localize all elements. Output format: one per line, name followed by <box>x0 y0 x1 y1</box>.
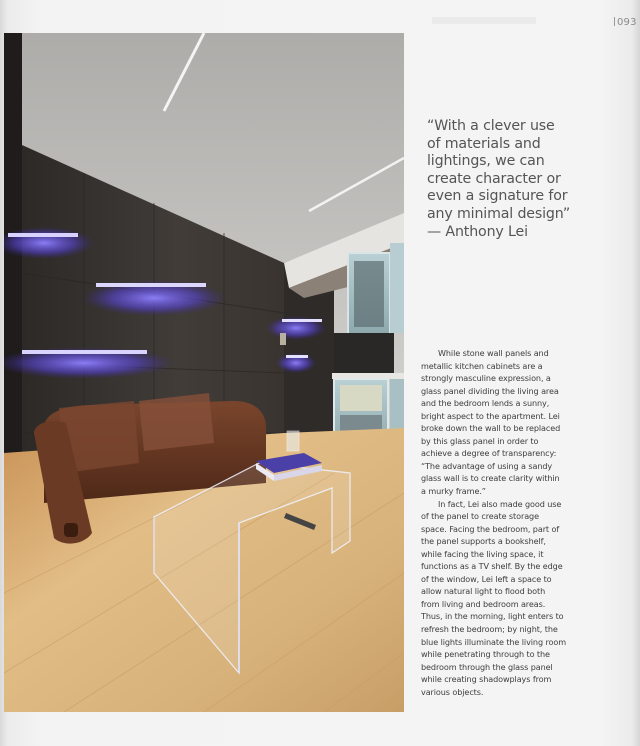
article-line: a murky frame.” <box>421 486 486 497</box>
article-line: space. Facing the bedroom, part of <box>421 523 560 534</box>
pull-quote-line: of materials and <box>427 135 541 152</box>
running-header <box>432 17 536 24</box>
article-line: bedroom through the glass panel <box>421 661 553 672</box>
pull-quote-line: any minimal design” <box>427 205 571 222</box>
article-line: While stone wall panels and <box>438 348 549 358</box>
article-line: broke down the wall to be replaced <box>421 423 561 434</box>
article-line: while penetrating through to the <box>421 649 550 660</box>
article-line: functions as a TV shelf. By the edge <box>421 561 563 572</box>
article-line: refresh the bedroom; by night, the <box>421 624 558 635</box>
article-line: achieve a degree of transparency: <box>421 448 557 459</box>
article-line: of the panel to create storage <box>421 511 539 522</box>
article-line: the panel supports a bookshelf, <box>421 536 546 547</box>
pull-quote-line: lightings, we can <box>427 153 545 170</box>
article-line: glass wall is to create clarity within <box>421 473 560 484</box>
pull-quote-line: create character or <box>427 170 561 187</box>
page-number <box>614 17 637 28</box>
article-body <box>421 347 626 698</box>
page-number-text: 093 <box>617 17 637 28</box>
article-line: while facing the living space, it <box>421 548 544 559</box>
article-paragraph-2 <box>421 498 626 699</box>
page-number-rule <box>614 17 615 26</box>
article-line: In fact, Lei also made good use <box>438 498 562 509</box>
article-line: “The advantage of using a sandy <box>421 460 553 471</box>
article-line: Thus, in the morning, light enters to <box>421 611 564 622</box>
article-line: and the bedroom lends a sunny, <box>421 398 550 409</box>
article-line: of the window, Lei left a space to <box>421 573 552 584</box>
article-line: blue lights illuminate the living room <box>421 636 566 647</box>
article-line: by this glass panel in order to <box>421 435 539 446</box>
article-paragraph-1 <box>421 347 626 498</box>
article-line: metallic kitchen cabinets are a <box>421 360 543 371</box>
pull-quote-line: “With a clever use <box>427 118 555 134</box>
article-line: allow natural light to flood both <box>421 586 546 597</box>
article-line: bright aspect to the apartment. Lei <box>421 410 560 421</box>
article-line: glass panel dividing the living area <box>421 385 559 396</box>
interior-photo <box>4 33 404 712</box>
pull-quote-attribution: — Anthony Lei <box>427 223 528 240</box>
pull-quote <box>427 118 637 241</box>
article-line: while creating shadowplays from <box>421 674 552 685</box>
article-line: strongly masculine expression, a <box>421 373 551 384</box>
article-line: various objects. <box>421 686 484 697</box>
pull-quote-line: even a signature for <box>427 188 568 205</box>
article-line: from living and bedroom areas. <box>421 598 546 609</box>
